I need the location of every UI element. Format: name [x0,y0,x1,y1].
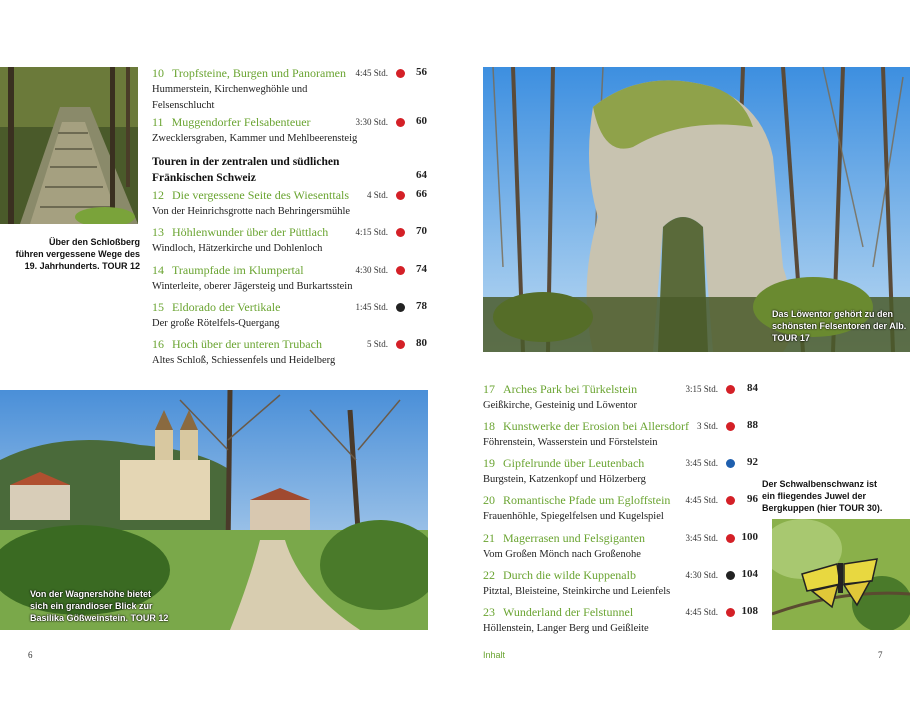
toc-entry[interactable] [152,225,427,257]
tour-title: Tropfsteine, Burgen und Panoramen [172,66,346,80]
section-title-line: Fränkischen Schweiz [152,172,256,184]
tour-highlights: Altes Schloß, Schiessenfels und Heidelberg [152,355,336,366]
toc-entry-title[interactable] [483,493,670,508]
tour-highlights: Pitztal, Bleisteine, Steinkirche und Leienfels [483,586,671,597]
caption-schwalbenschwanz [762,478,908,514]
caption-line: schönsten Felsentoren der Alb. [772,321,907,331]
section-heading [152,154,382,186]
tour-title: Hoch über der unteren Trubach [172,337,322,351]
caption-loewentor [772,308,910,344]
footer-label: Inhalt [483,650,506,660]
tour-duration: 3:45 Std. [685,533,718,543]
tour-duration: 1:45 Std. [355,302,388,312]
caption-line: sich ein grandioser Blick zur [30,601,153,611]
section-page-number: 64 [416,169,427,181]
tour-duration: 5 Std. [366,339,388,349]
toc-entry[interactable] [483,456,758,488]
caption-line: führen vergessene Wege des [15,249,140,259]
photo-schwalbenschwanz [772,519,910,630]
tour-title: Die vergessene Seite des Wiesenttals [172,188,350,202]
toc-entry-title[interactable] [483,531,645,546]
caption-wagnershoehe [30,588,190,624]
tour-number: 12 [152,188,164,202]
toc-entry-title[interactable] [483,568,636,583]
section-title-line: Touren in der zentralen und südlichen [152,156,340,168]
tour-duration: 3:30 Std. [355,117,388,127]
tour-highlights: Geißkirche, Gesteinig und Löwentor [483,400,637,411]
tour-page-number: 78 [416,300,427,312]
caption-line: ein fliegendes Juwel der [762,491,867,501]
tour-duration: 4 Std. [366,190,388,200]
tour-number: 23 [483,605,495,619]
page-number-right: 7 [878,650,883,660]
tour-page-number: 92 [747,456,758,468]
tour-page-number: 108 [741,605,758,617]
tour-title: Magerrasen und Felsgiganten [503,531,645,545]
toc-entry[interactable] [483,568,758,600]
caption-line: Der Schwalbenschwanz ist [762,479,878,489]
toc-entry[interactable] [152,188,427,220]
tour-page-number: 104 [741,568,758,580]
caption-schlossberg [0,236,140,272]
toc-entry-title[interactable] [152,188,349,203]
tour-page-number: 74 [416,263,427,275]
tour-number: 17 [483,382,495,396]
tour-duration: 3:15 Std. [685,384,718,394]
tour-highlights: Zwecklersgraben, Kammer und Mehlbeerensteig [152,133,358,144]
toc-entry-title[interactable] [152,225,328,240]
tour-number: 20 [483,493,495,507]
toc-entry-title[interactable] [483,605,633,620]
toc-entry[interactable] [483,605,758,637]
toc-entry-title[interactable] [483,419,689,434]
tour-highlights: Höllenstein, Langer Berg und Geißleite [483,623,649,634]
tour-highlights: Winterleite, oberer Jägersteig und Burkartsstein [152,281,353,292]
tour-duration: 4:45 Std. [685,607,718,617]
toc-entry-title[interactable] [483,456,644,471]
caption-line: TOUR 17 [772,333,810,343]
tour-page-number: 84 [747,382,758,394]
toc-entry-title[interactable] [152,300,280,315]
toc-entry[interactable] [152,115,427,147]
toc-entry[interactable] [483,419,758,451]
tour-page-number: 56 [416,66,427,78]
toc-entry[interactable] [483,382,758,414]
caption-line: Basilika Gößweinstein. TOUR 12 [30,613,169,623]
tour-number: 16 [152,337,164,351]
tour-title: Eldorado der Vertikale [172,300,281,314]
tour-page-number: 80 [416,337,427,349]
tour-number: 14 [152,263,164,277]
page-number-left: 6 [28,650,33,660]
tour-duration: 3 Std. [696,421,718,431]
tour-duration: 3:45 Std. [685,458,718,468]
tour-highlights: Felsenschlucht [152,100,215,111]
tour-number: 22 [483,568,495,582]
tour-page-number: 88 [747,419,758,431]
tour-number: 13 [152,225,164,239]
tour-highlights: Windloch, Hätzerkirche und Dohlenloch [152,243,323,254]
tour-title: Wunderland der Felstunnel [503,605,634,619]
tour-number: 21 [483,531,495,545]
tour-title: Arches Park bei Türkelstein [503,382,638,396]
tour-duration: 4:30 Std. [355,265,388,275]
tour-highlights: Föhrenstein, Wasserstein und Förstelstein [483,437,658,448]
tour-title: Muggendorfer Felsabenteuer [171,115,311,129]
tour-duration: 4:45 Std. [355,68,388,78]
tour-title: Durch die wilde Kuppenalb [503,568,636,582]
toc-entry-title[interactable] [152,115,311,130]
tour-page-number: 70 [416,225,427,237]
tour-page-number: 100 [741,531,758,543]
tour-highlights: Von der Heinrichsgrotte nach Behringersmühle [152,206,351,217]
tour-number: 11 [152,115,164,129]
tour-duration: 4:15 Std. [355,227,388,237]
tour-page-number: 66 [416,188,427,200]
tour-title: Kunstwerke der Erosion bei Allersdorf [503,419,689,433]
tour-title: Höhlenwunder über der Püttlach [172,225,329,239]
tour-number: 10 [152,66,164,80]
caption-line: Von der Wagnershöhe bietet [30,589,152,599]
photo-stone-stairs [0,67,138,224]
toc-entry[interactable] [152,66,427,114]
tour-highlights: Frauenhöhle, Spiegelfelsen und Kugelspiel [483,511,664,522]
caption-line: Bergkuppen (hier TOUR 30). [762,503,883,513]
tour-number: 18 [483,419,495,433]
tour-duration: 4:30 Std. [685,570,718,580]
toc-entry[interactable] [483,493,758,525]
toc-entry[interactable] [152,300,427,332]
caption-line: 19. Jahrhunderts. TOUR 12 [24,261,140,271]
tour-title: Romantische Pfade um Egloffstein [503,493,671,507]
toc-entry-title[interactable] [152,263,304,278]
toc-entry[interactable] [483,531,758,563]
tour-page-number: 96 [747,493,758,505]
tour-highlights: Der große Rötelfels-Quergang [152,318,280,329]
tour-title: Traumpfade im Klumpertal [172,263,304,277]
toc-entry[interactable] [152,337,427,369]
tour-number: 19 [483,456,495,470]
toc-entry-title[interactable] [152,337,322,352]
toc-entry[interactable] [152,263,427,295]
toc-entry-title[interactable] [152,66,346,81]
tour-page-number: 60 [416,115,427,127]
tour-duration: 4:45 Std. [685,495,718,505]
tour-title: Gipfelrunde über Leutenbach [503,456,645,470]
tour-number: 15 [152,300,164,314]
tour-highlights: Vom Großen Mönch nach Großenohe [483,549,641,560]
toc-entry-title[interactable] [483,382,637,397]
tour-highlights: Hummerstein, Kirchenweghöhle und [152,84,308,95]
tour-highlights: Burgstein, Katzenkopf und Hölzerberg [483,474,646,485]
caption-line: Über den Schloßberg [48,237,140,247]
caption-line: Das Löwentor gehört zu den [772,309,894,319]
